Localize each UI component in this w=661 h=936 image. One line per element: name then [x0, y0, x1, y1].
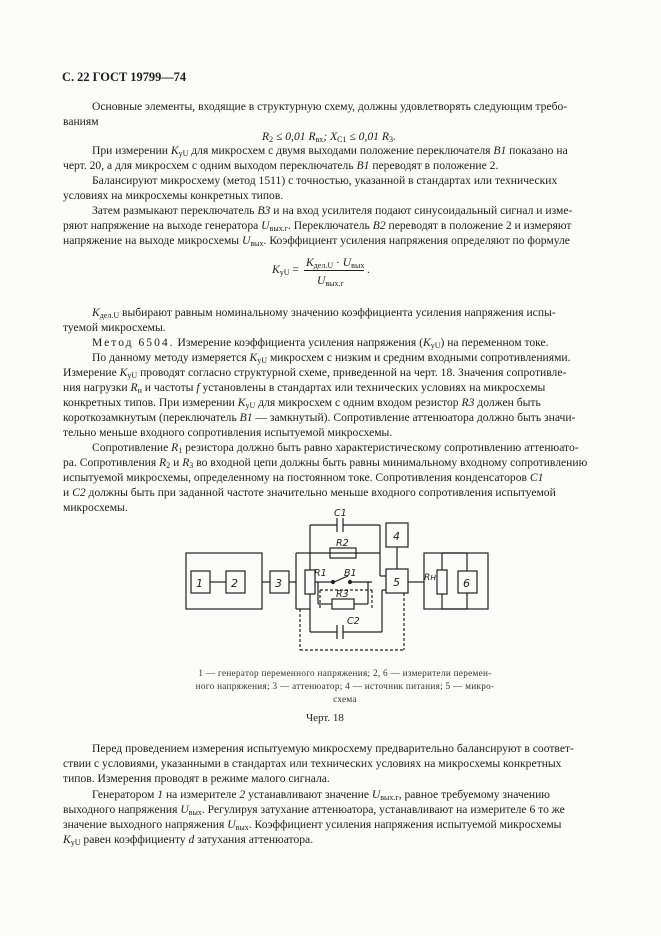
text-line: По данному методу измеряется $K_{уU}$ микросхем с низким и средним входными сопротивлениями. [92, 351, 571, 365]
label-r3: R3 [336, 589, 349, 600]
caption-line-1: 1 — генератор переменного напряжения; 2, 6 — измерители перемен- [198, 668, 492, 678]
label-5: 5 [393, 576, 400, 589]
text-line: значение выходного напряжения $U_{вых}$. Коэффициент усиления напряжения испытуемой микросхемы [63, 818, 562, 832]
label-3: 3 [275, 577, 282, 590]
formula-lhs: $K_{уU}$ = [272, 263, 299, 277]
text-line: ния нагрузки $R_н$ и частоты f установлены в стандартах или технических условиях на микросхемы [63, 381, 546, 395]
label-6: 6 [463, 577, 470, 590]
label-4: 4 [393, 530, 400, 543]
caption-line-3: схема [333, 694, 357, 704]
text-line: Сопротивление $R_1$ резистора должно быть равно характеристическому сопротивлению аттенюато- [92, 441, 579, 455]
resistor-rn [437, 570, 447, 594]
resistor-r3 [332, 599, 354, 609]
method-heading: Метод 6504. Измерение коэффициента усиления напряжения $(K_{уU})$ на переменном токе. [92, 336, 549, 350]
text-line: $K_{уU}$ равен коэффициенту d затухания аттенюатора. [63, 833, 314, 847]
text-line: типов. Измерения проводят в режиме малого сигнала. [63, 772, 330, 785]
label-c1: C1 [334, 508, 347, 519]
page-header: С. 22 ГОСТ 19799—74 [62, 70, 187, 84]
text-line: черт. 20, а для микросхем с одним выходом переключатель B1 переводят в положение 2. [63, 159, 499, 172]
formula-numerator: $K_{дел.U} \cdot U_{вых}$ [306, 256, 365, 270]
text-line: испытуемой микросхемы, определенному на постоянном токе. Сопротивления конденсаторов C1 [63, 471, 544, 484]
circuit-diagram [180, 505, 500, 660]
label-1: 1 [196, 577, 203, 590]
text-line: ряют напряжение на выходе генератора $U_{вых.г}$. Переключатель B2 переводят в положение 2 и измеряют [63, 219, 572, 233]
label-r1: R1 [314, 568, 327, 579]
text-line: При измерении $K_{уU}$ для микросхем с двумя выходами положение переключателя B1 показано на [92, 144, 568, 158]
text-line: короткозамкнутым (переключатель B1 — замкнутый). Сопротивление аттенюатора должно быть значи- [63, 411, 576, 424]
text-line: условиях на микросхемы конкретных типов. [63, 189, 284, 202]
text-line: Балансируют микросхему (метод 1511) с точностью, указанной в стандартах или технических [92, 174, 558, 187]
text-line: Основные элементы, входящие в структурную схему, должны удовлетворять следующим требо- [92, 100, 568, 113]
caption-line-2: ного напряжения; 3 — аттенюатор; 4 — источник питания; 5 — микро- [195, 681, 495, 691]
text-line: напряжение на выходе микросхемы $U_{вых}$. Коэффициент усиления напряжения определяют по формуле [63, 234, 570, 248]
label-b1: B1 [344, 568, 357, 579]
fraction-bar [304, 270, 364, 271]
text-line: $K_{дел.U}$ выбирают равным номинальному значению коэффициента усиления напряжения испы- [92, 306, 556, 320]
text-line: ра. Сопротивления $R_2$ и $R_3$ во входной цепи должны быть равны минимальному входному сопротивлению [63, 456, 588, 470]
text-line: выходного напряжения $U_{вых}$. Регулируя затухание аттенюатора, устанавливают на измерителе 6 то же [63, 803, 565, 817]
text-line: и C2 должны быть при заданной частоте значительно меньше входного сопротивления испытуемой [63, 486, 556, 499]
text-line: ваниям [63, 115, 99, 128]
label-rn: Rн [424, 573, 437, 583]
equation-1: $R_2 \le 0,01$ $R_{вх}$; $X_{C1} \le 0,01$ $R_3$. [262, 130, 396, 144]
text-line: микросхемы. [63, 501, 128, 514]
formula-denominator: $U_{вых.г}$ [317, 274, 344, 288]
text-line: Измерение $K_{уU}$ проводят согласно структурной схеме, приведенной на черт. 18. Значения сопротивле- [63, 366, 567, 380]
label-2: 2 [231, 577, 238, 590]
text-line: тельно меньше входного сопротивления испытуемой микросхемы. [63, 426, 393, 439]
label-c2: C2 [347, 616, 360, 627]
label-r2: R2 [336, 538, 349, 549]
text-line: Затем размыкают переключатель B3 и на вход усилителя подают синусоидальный сигнал и изме- [92, 204, 573, 217]
text-line: Перед проведением измерения испытуемую микросхему предварительно балансируют в соответ- [92, 742, 574, 755]
text-line: туемой микросхемы. [63, 321, 166, 334]
text-line: ствии с условиями, указанными в стандартах или технических условиях на микросхемы конкретных [63, 757, 562, 770]
figure-title: Черт. 18 [306, 712, 344, 724]
text-line: Генератором 1 на измерителе 2 устанавливают значение $U_{вых.г}$, равное требуемому значению [92, 788, 550, 802]
formula-tail: . [367, 263, 370, 276]
caption [180, 667, 510, 706]
text-line: конкретных типов. При измерении $K_{уU}$ для микросхем с одним входом резистор R3 должен быть [63, 396, 541, 410]
